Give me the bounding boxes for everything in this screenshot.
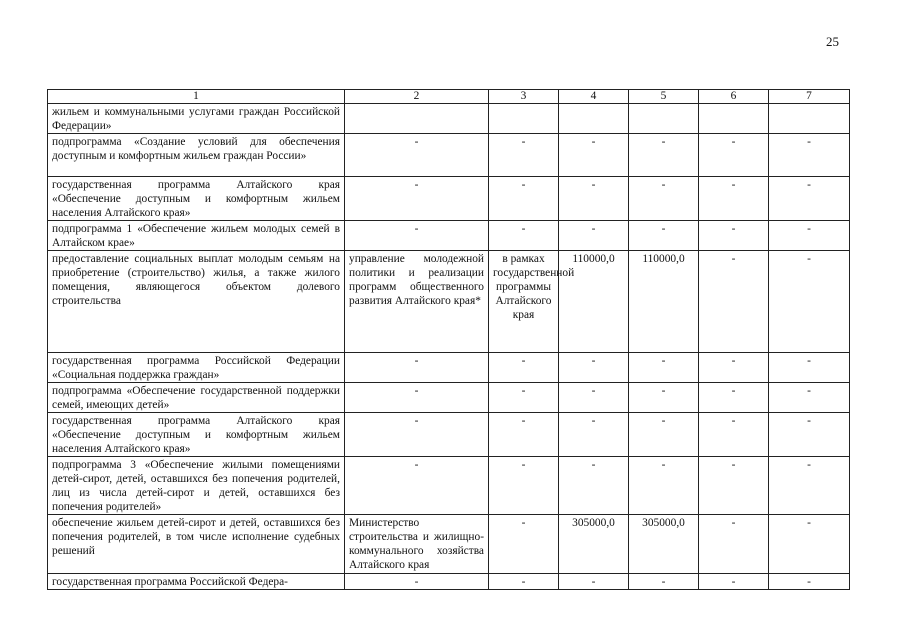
source-cell: - — [489, 221, 559, 251]
program-name-cell: государственная программа Алтайского края «Обеспечение доступным и комфортным жильем населения Алтайского края» — [48, 177, 345, 221]
table-row — [48, 221, 850, 251]
executor-cell: - — [345, 353, 489, 383]
value-cell-4: - — [559, 353, 629, 383]
program-name-cell: предоставление социальных выплат молодым семьям на приобретение (строительство) жилья, а также жилого помещения, являющегося объектом долевого строительства — [48, 251, 345, 353]
value-cell-7 — [769, 104, 850, 134]
value-cell-4: - — [559, 574, 629, 590]
source-cell: - — [489, 413, 559, 457]
source-cell: - — [489, 515, 559, 574]
value-cell-5: - — [629, 134, 699, 177]
value-cell-5 — [629, 104, 699, 134]
value-cell-4: - — [559, 457, 629, 515]
value-cell-6 — [699, 104, 769, 134]
value-cell-5: 305000,0 — [629, 515, 699, 574]
value-cell-5: - — [629, 177, 699, 221]
source-cell: - — [489, 134, 559, 177]
program-name-cell: обеспечение жильем детей-сирот и детей, оставшихся без попечения родителей, в том числе исполнение судебных решений — [48, 515, 345, 574]
value-cell-5: 110000,0 — [629, 251, 699, 353]
executor-cell: - — [345, 413, 489, 457]
source-cell: - — [489, 177, 559, 221]
program-name-cell: подпрограмма 1 «Обеспечение жильем молодых семей в Алтайском крае» — [48, 221, 345, 251]
executor-cell: - — [345, 383, 489, 413]
value-cell-7: - — [769, 251, 850, 353]
table-row — [48, 574, 850, 590]
source-cell: - — [489, 574, 559, 590]
source-cell: - — [489, 383, 559, 413]
value-cell-7: - — [769, 221, 850, 251]
table-row — [48, 251, 850, 353]
value-cell-4: - — [559, 177, 629, 221]
source-cell: - — [489, 353, 559, 383]
header-col-5: 5 — [629, 90, 699, 104]
executor-cell: Министерство строительства и жилищно-коммунального хозяйства Алтайского края — [345, 515, 489, 574]
executor-cell: - — [345, 574, 489, 590]
value-cell-6: - — [699, 413, 769, 457]
table-row — [48, 457, 850, 515]
value-cell-6: - — [699, 177, 769, 221]
table-header-row — [48, 90, 850, 104]
executor-cell: - — [345, 221, 489, 251]
table-row — [48, 413, 850, 457]
value-cell-4: - — [559, 221, 629, 251]
value-cell-4 — [559, 104, 629, 134]
value-cell-6: - — [699, 134, 769, 177]
program-name-cell: государственная программа Российской Федера- — [48, 574, 345, 590]
value-cell-7: - — [769, 177, 850, 221]
value-cell-7: - — [769, 574, 850, 590]
value-cell-7: - — [769, 353, 850, 383]
value-cell-5: - — [629, 221, 699, 251]
value-cell-6: - — [699, 457, 769, 515]
value-cell-5: - — [629, 353, 699, 383]
program-name-cell: подпрограмма «Обеспечение государственной поддержки семей, имеющих детей» — [48, 383, 345, 413]
value-cell-5: - — [629, 383, 699, 413]
value-cell-6: - — [699, 574, 769, 590]
header-col-2: 2 — [345, 90, 489, 104]
header-col-7: 7 — [769, 90, 850, 104]
value-cell-6: - — [699, 251, 769, 353]
value-cell-7: - — [769, 134, 850, 177]
program-name-cell: государственная программа Российской Федерации «Социальная поддержка граждан» — [48, 353, 345, 383]
table-row — [48, 177, 850, 221]
table-row — [48, 353, 850, 383]
program-table — [47, 89, 850, 590]
value-cell-5: - — [629, 574, 699, 590]
value-cell-5: - — [629, 457, 699, 515]
executor-cell: - — [345, 177, 489, 221]
program-name-cell: государственная программа Алтайского края «Обеспечение доступным и комфортным жильем населения Алтайского края» — [48, 413, 345, 457]
executor-cell: - — [345, 134, 489, 177]
value-cell-7: - — [769, 383, 850, 413]
value-cell-7: - — [769, 515, 850, 574]
program-name-cell: подпрограмма 3 «Обеспечение жилыми помещениями детей-сирот, детей, оставшихся без попечения родителей, лиц из числа детей-сирот и детей, оставшихся без попечения родителей» — [48, 457, 345, 515]
value-cell-6: - — [699, 383, 769, 413]
header-col-1: 1 — [48, 90, 345, 104]
header-col-3: 3 — [489, 90, 559, 104]
value-cell-4: - — [559, 383, 629, 413]
table-row — [48, 515, 850, 574]
table-row — [48, 104, 850, 134]
executor-cell: - — [345, 457, 489, 515]
value-cell-6: - — [699, 515, 769, 574]
value-cell-6: - — [699, 221, 769, 251]
program-name-cell: подпрограмма «Создание условий для обеспечения доступным и комфортным жильем граждан России» — [48, 134, 345, 177]
executor-cell: управление молодежной политики и реализации программ общественного развития Алтайского края* — [345, 251, 489, 353]
value-cell-4: 110000,0 — [559, 251, 629, 353]
header-col-4: 4 — [559, 90, 629, 104]
page-number: 25 — [826, 34, 839, 49]
value-cell-7: - — [769, 413, 850, 457]
value-cell-7: - — [769, 457, 850, 515]
source-cell: - — [489, 457, 559, 515]
value-cell-4: - — [559, 413, 629, 457]
value-cell-6: - — [699, 353, 769, 383]
header-col-6: 6 — [699, 90, 769, 104]
table-row — [48, 383, 850, 413]
program-name-cell: жильем и коммунальными услугами граждан Российской Федерации» — [48, 104, 345, 134]
source-cell — [489, 104, 559, 134]
source-cell: в рамках государственной программы Алтайского края — [489, 251, 559, 353]
executor-cell — [345, 104, 489, 134]
value-cell-4: 305000,0 — [559, 515, 629, 574]
table-row — [48, 134, 850, 177]
value-cell-5: - — [629, 413, 699, 457]
value-cell-4: - — [559, 134, 629, 177]
